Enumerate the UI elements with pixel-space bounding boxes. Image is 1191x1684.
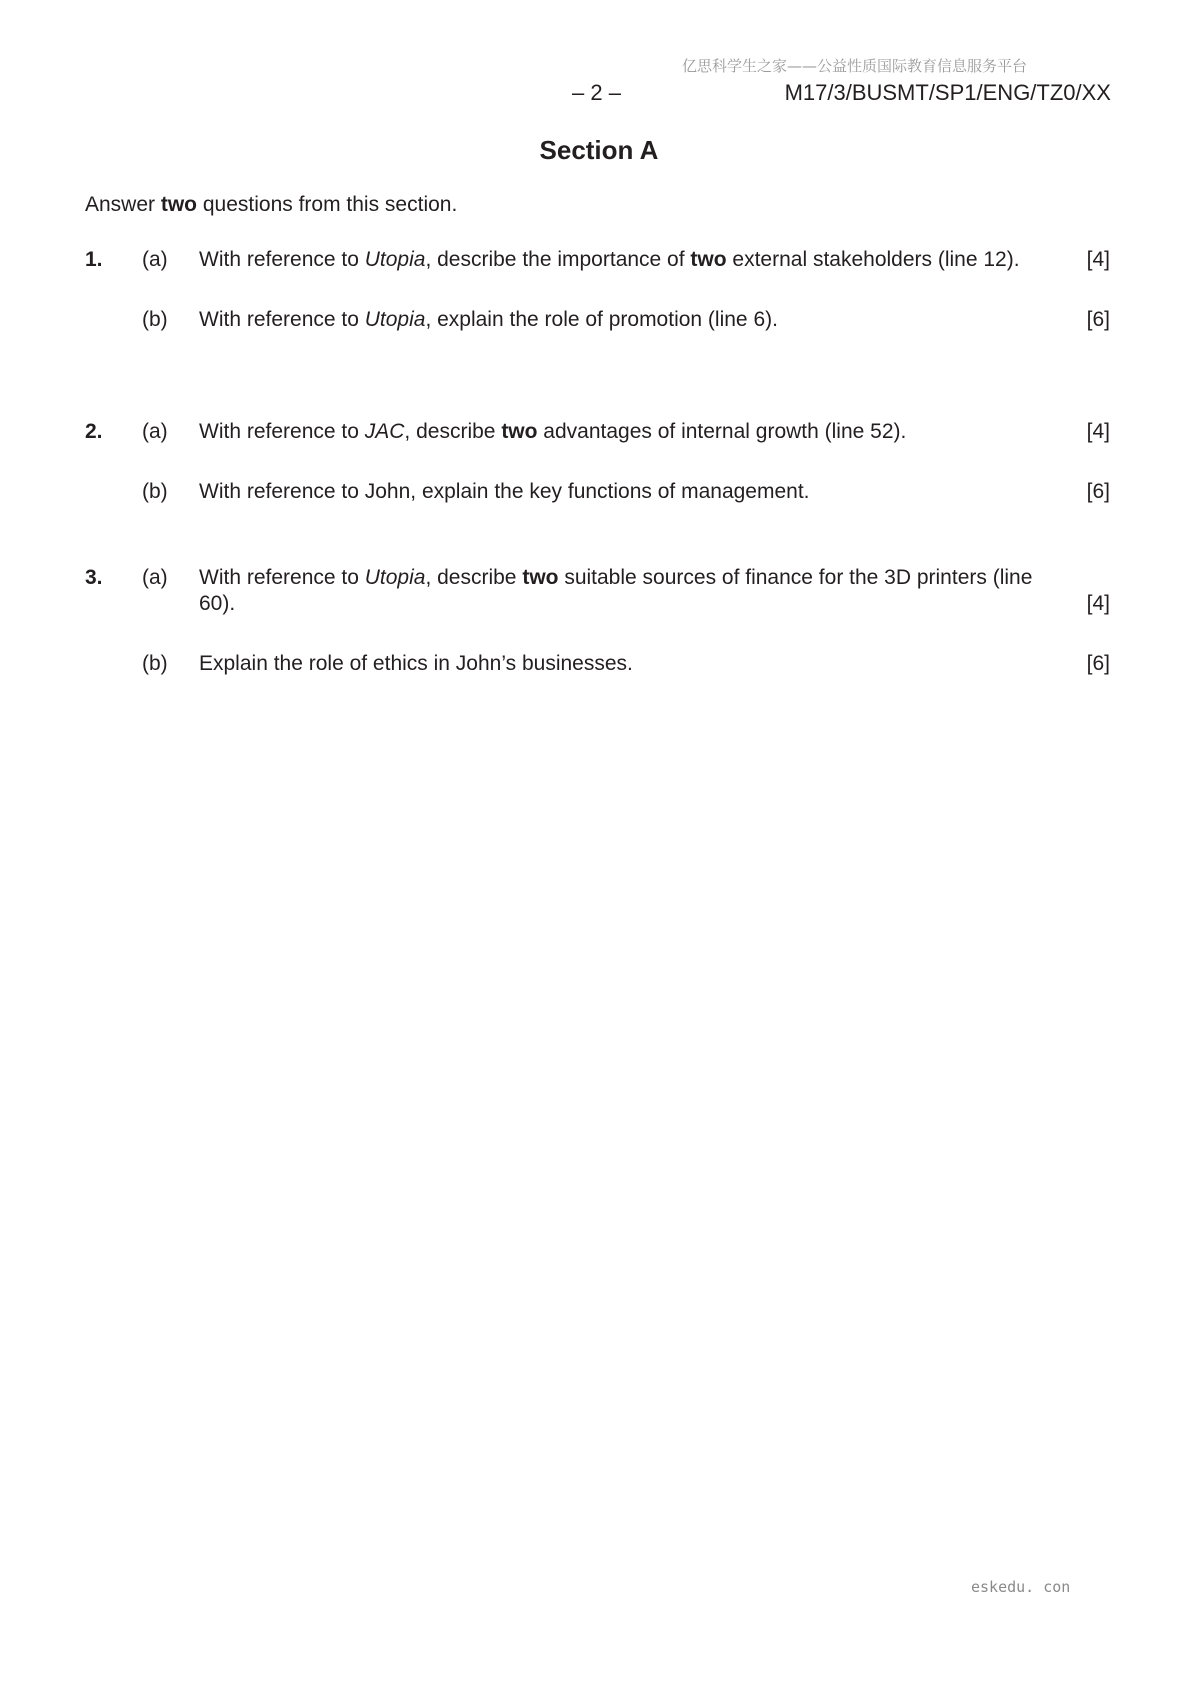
part-label: (b): [142, 480, 168, 503]
emphasis: two: [690, 248, 727, 271]
question-1-part-a: [0, 247, 1191, 273]
part-text: [199, 651, 1059, 677]
text-segment: With reference to: [199, 566, 365, 589]
marks: [6]: [1086, 652, 1110, 675]
instruction-text-end: questions from this section.: [197, 193, 458, 216]
part-label: (b): [142, 652, 168, 675]
part-label: (b): [142, 308, 168, 331]
question-2-part-a: [0, 419, 1191, 445]
question-number: 3.: [85, 566, 103, 589]
section-instruction: [85, 193, 457, 217]
marks: [4]: [1086, 592, 1110, 615]
marks: [4]: [1086, 420, 1110, 443]
text-segment: , describe: [425, 566, 523, 589]
text-segment: With reference to: [199, 308, 365, 331]
text-segment: Explain the role of ethics in John’s businesses.: [199, 652, 633, 675]
case-study-name: JAC: [364, 420, 405, 443]
question-3: [0, 565, 1191, 677]
paper-code: M17/3/BUSMT/SP1/ENG/TZ0/XX: [784, 80, 1111, 105]
part-label: (a): [142, 420, 168, 443]
text-segment: , explain the role of promotion (line 6).: [425, 308, 778, 331]
case-study-name: Utopia: [364, 308, 426, 331]
emphasis: two: [501, 420, 538, 443]
part-label: (a): [142, 248, 168, 271]
part-text: [199, 479, 1059, 505]
text-segment: suitable sources of finance for the 3D printers (line 60).: [199, 566, 1033, 615]
text-segment: With reference to: [199, 420, 365, 443]
part-text: [199, 247, 1059, 273]
marks: [4]: [1086, 248, 1110, 271]
question-number: 1.: [85, 248, 103, 271]
text-segment: , describe: [404, 420, 502, 443]
text-segment: external stakeholders (line 12).: [726, 248, 1020, 271]
question-2: [0, 419, 1191, 505]
text-segment: With reference to John, explain the key functions of management.: [199, 480, 810, 503]
question-1: [0, 247, 1191, 333]
section-title: Section A: [539, 135, 659, 165]
case-study-name: Utopia: [364, 566, 426, 589]
text-segment: With reference to: [199, 248, 365, 271]
instruction-text-start: Answer: [85, 193, 161, 216]
marks: [6]: [1086, 480, 1110, 503]
text-segment: , describe the importance of: [425, 248, 691, 271]
part-text: [199, 565, 1059, 617]
marks: [6]: [1086, 308, 1110, 331]
text-segment: advantages of internal growth (line 52).: [537, 420, 907, 443]
instruction-emphasis: two: [160, 193, 198, 216]
question-3-part-a: [0, 565, 1191, 617]
part-text: [199, 307, 1059, 333]
question-2-part-b: [0, 479, 1191, 505]
question-1-part-b: [0, 307, 1191, 333]
question-3-part-b: [0, 651, 1191, 677]
question-number: 2.: [85, 420, 103, 443]
part-label: (a): [142, 566, 168, 589]
emphasis: two: [522, 566, 559, 589]
footer-watermark: eskedu. con: [971, 1578, 1071, 1596]
case-study-name: Utopia: [364, 248, 426, 271]
part-text: [199, 419, 1059, 445]
header-watermark: 亿思科学生之家——公益性质国际教育信息服务平台: [682, 57, 1028, 75]
page-number: – 2 –: [572, 80, 621, 105]
